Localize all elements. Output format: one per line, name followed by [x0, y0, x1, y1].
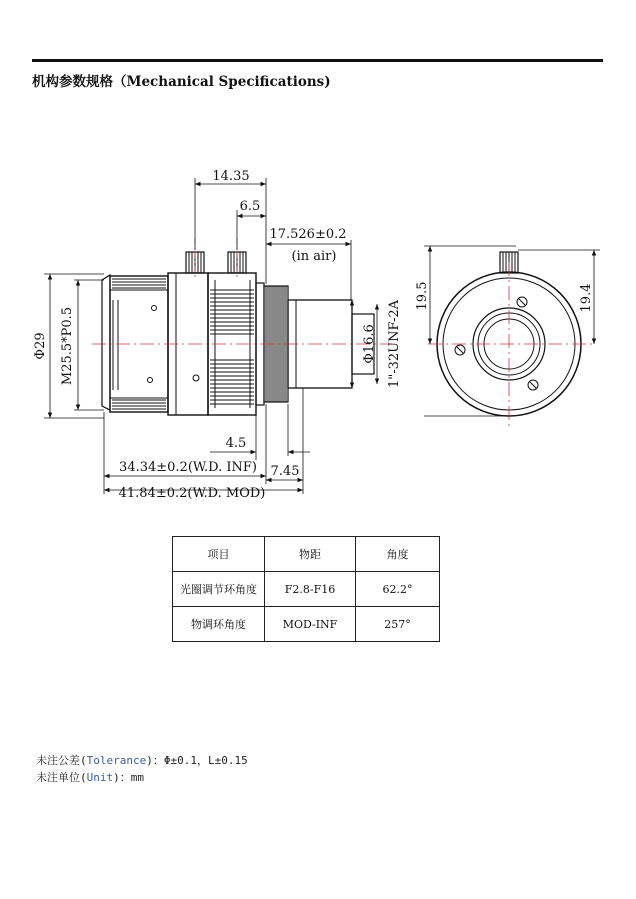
cell-range: F2.8-F16	[265, 572, 356, 607]
dim-thread: 1"-32UNF-2A	[387, 299, 402, 389]
cell-angle: 62.2°	[356, 572, 440, 607]
dim-m25: M25.5*P0.5	[60, 306, 75, 386]
aperture-ring-ribs	[210, 290, 254, 404]
dim-19-4: 19.4	[579, 283, 594, 313]
tolerance-prefix: 未注公差(	[36, 754, 87, 767]
dim-6-5: 6.5	[239, 199, 261, 214]
dim-7-45: 7.45	[270, 464, 300, 479]
side-view	[102, 252, 374, 415]
header-item: 项目	[173, 537, 265, 572]
dim-19-5: 19.5	[415, 281, 430, 311]
cell-item: 物调环角度	[173, 607, 265, 642]
tolerance-word: Tolerance	[86, 754, 147, 767]
table-row	[173, 572, 440, 607]
section-heading: 机构参数规格（Mechanical Specifications)	[32, 74, 331, 90]
dim-17-526: 17.526±0.2	[269, 227, 347, 242]
tolerance-value: )：Φ±0.1，L±0.15	[146, 754, 248, 767]
dim-34-34: 34.34±0.2(W.D. INF)	[119, 460, 257, 475]
cell-angle: 257°	[356, 607, 440, 642]
cell-range: MOD-INF	[265, 607, 356, 642]
dim-14-35: 14.35	[212, 169, 250, 184]
unit-note	[36, 769, 144, 785]
header-angle: 角度	[356, 537, 440, 572]
unit-prefix: 未注单位(	[36, 771, 87, 784]
dimension-lines	[44, 178, 600, 494]
table-header-row	[173, 537, 440, 572]
dim-phi29: Φ29	[33, 332, 48, 360]
dim-phi16: Φ16.6	[362, 324, 377, 364]
tolerance-note	[36, 752, 248, 768]
table-row	[173, 607, 440, 642]
header-object-distance: 物距	[265, 537, 356, 572]
unit-value: )：mm	[113, 771, 144, 784]
dim-in-air: (in air)	[291, 249, 337, 264]
dim-41-84: 41.84±0.2(W.D. MOD)	[118, 486, 266, 501]
spec-table	[172, 536, 440, 642]
unit-word: Unit	[86, 771, 114, 784]
dimension-labels	[33, 169, 594, 501]
cell-item: 光圈调节环角度	[173, 572, 265, 607]
dim-4-5: 4.5	[225, 436, 247, 451]
